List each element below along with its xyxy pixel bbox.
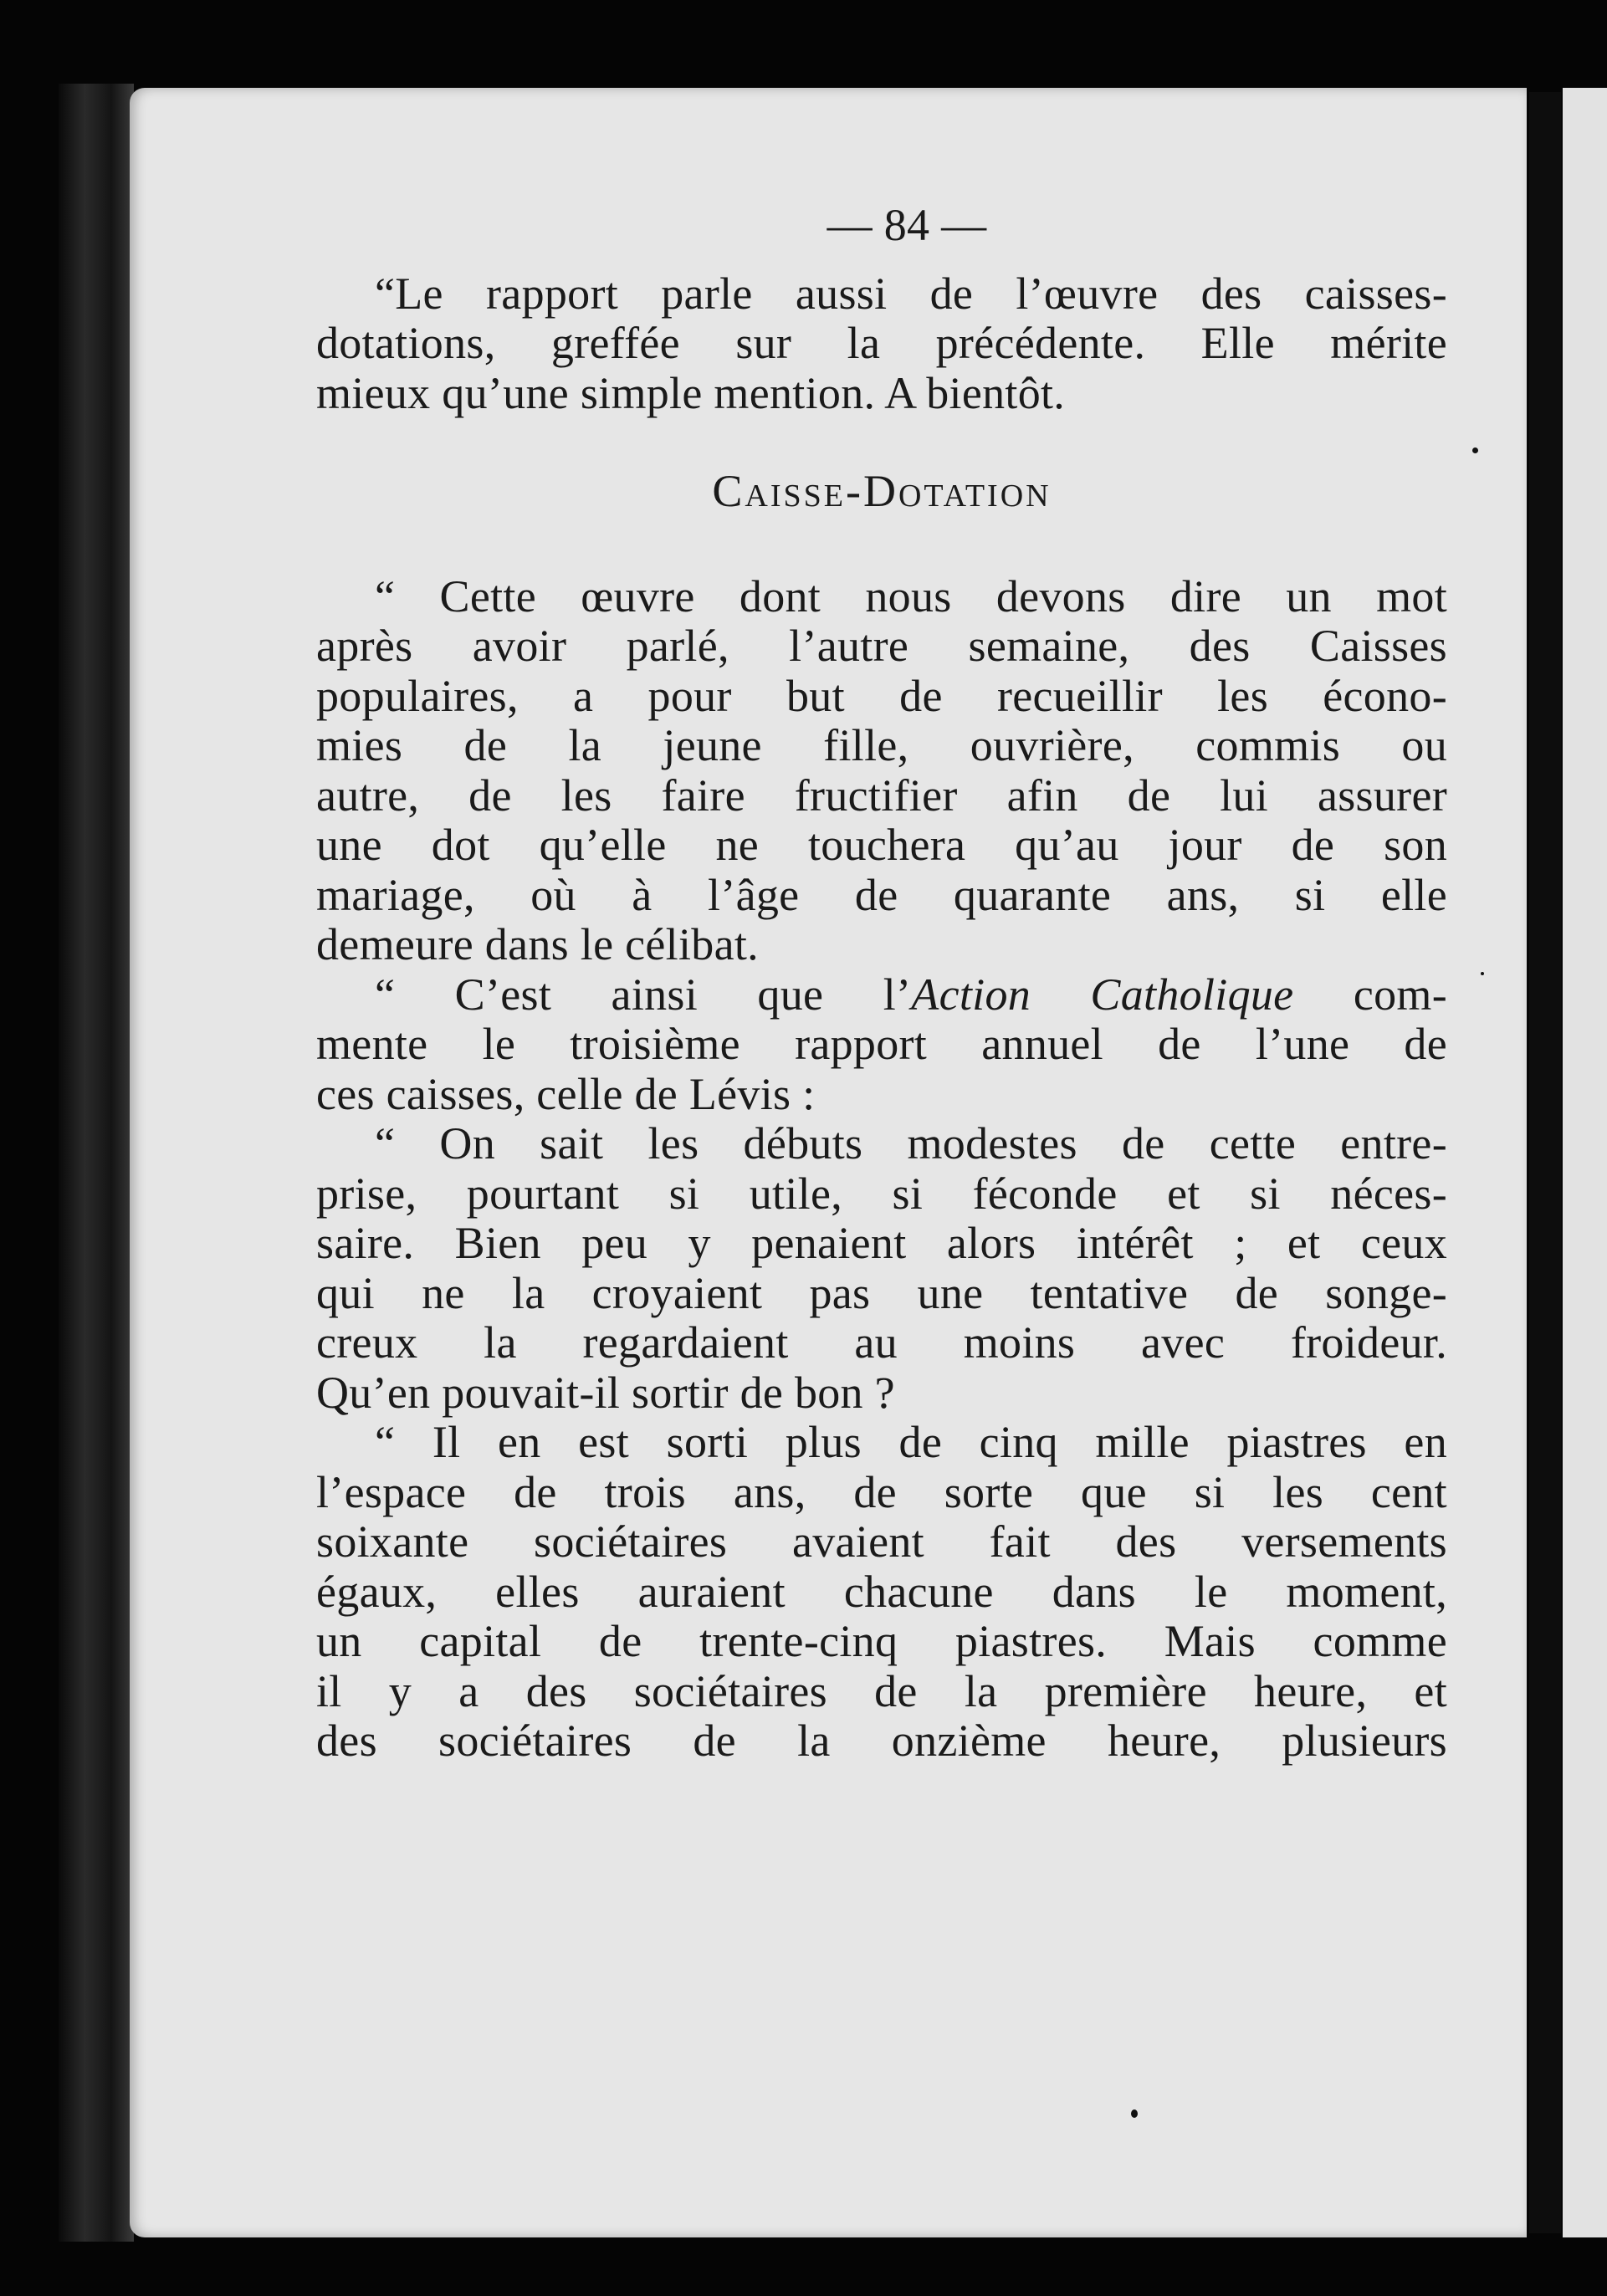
text-line: saire. Bien peu y penaient alors intérêt ; et ceux bbox=[316, 1218, 1447, 1268]
paragraph-3 bbox=[316, 970, 1447, 1120]
text-run: “ C’est ainsi que l’ bbox=[375, 969, 912, 1020]
text-line: prise, pourtant si utile, si féconde et si néces- bbox=[316, 1168, 1447, 1219]
text-line: creux la regardaient au moins avec froideur. bbox=[316, 1317, 1447, 1368]
text-line: “ On sait les débuts modestes de cette entre- bbox=[375, 1118, 1447, 1168]
ink-speck bbox=[1131, 2109, 1138, 2118]
text-line: mariage, où à l’âge de quarante ans, si elle bbox=[316, 869, 1447, 920]
text-line: il y a des sociétaires de la première heure, et bbox=[316, 1665, 1447, 1716]
paragraph-2 bbox=[316, 572, 1447, 970]
paragraph-4 bbox=[316, 1119, 1447, 1418]
text-line: “ Il en est sorti plus de cinq mille piastres en bbox=[375, 1417, 1447, 1467]
paragraph-5 bbox=[316, 1418, 1447, 1767]
book-spine bbox=[59, 84, 134, 2242]
text-line: après avoir parlé, l’autre semaine, des Caisses bbox=[316, 621, 1447, 671]
facing-page-edge bbox=[1563, 88, 1607, 2237]
text-line: demeure dans le célibat. bbox=[316, 919, 759, 969]
page-number: — 84 — bbox=[827, 200, 987, 250]
text-line: égaux, elles auraient chacune dans le moment, bbox=[316, 1566, 1447, 1617]
text-line: populaires, a pour but de recueillir les écono- bbox=[316, 670, 1447, 721]
text-line: une dot qu’elle ne touchera qu’au jour de son bbox=[316, 820, 1447, 870]
text-line: “ Cette œuvre dont nous devons dire un mot bbox=[375, 570, 1447, 621]
text-line: l’espace de trois ans, de sorte que si les cent bbox=[316, 1466, 1447, 1517]
section-heading: Caisse-Dotation bbox=[712, 466, 1052, 516]
text-line: Qu’en pouvait-il sortir de bon ? bbox=[316, 1367, 895, 1418]
text-line: dotations, greffée sur la précédente. Elle mérite bbox=[316, 318, 1447, 368]
page-text bbox=[316, 201, 1447, 1767]
text-line: mieux qu’une simple mention. A bientôt. bbox=[316, 367, 1066, 418]
text-line: “Le rapport parle aussi de l’œuvre des caisses- bbox=[375, 268, 1447, 319]
ink-speck bbox=[1472, 447, 1478, 453]
text-line: soixante sociétaires avaient fait des versements bbox=[316, 1516, 1447, 1567]
page-gutter bbox=[1529, 92, 1561, 2233]
text-line: autre, de les faire fructifier afin de lui assurer bbox=[316, 770, 1447, 821]
text-line: un capital de trente-cinq piastres. Mais comme bbox=[316, 1616, 1447, 1666]
italic-title: Action Catholique bbox=[911, 969, 1294, 1020]
text-line: ces caisses, celle de Lévis : bbox=[316, 1068, 816, 1119]
text-line: des sociétaires de la onzième heure, plusieurs bbox=[316, 1716, 1447, 1766]
text-line bbox=[316, 970, 1447, 1020]
paragraph-1 bbox=[316, 269, 1447, 419]
text-line: mente le troisième rapport annuel de l’une de bbox=[316, 1019, 1447, 1069]
text-line: qui ne la croyaient pas une tentative de songe- bbox=[316, 1267, 1447, 1318]
text-run: com- bbox=[1293, 969, 1447, 1020]
ink-speck bbox=[1481, 972, 1484, 975]
text-line: mies de la jeune fille, ouvrière, commis ou bbox=[316, 720, 1447, 770]
